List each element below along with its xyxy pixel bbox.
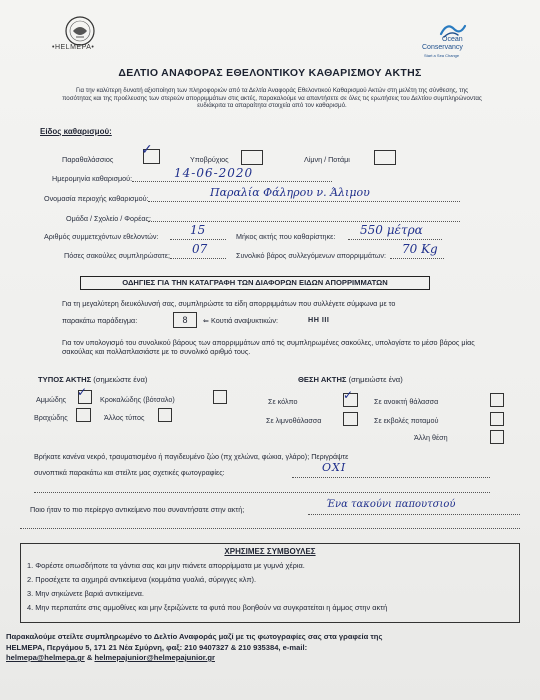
odd-item-extra-line <box>20 528 520 529</box>
length-label: Μήκος ακτής που καθαρίστηκε: <box>236 232 336 241</box>
bags-value[interactable]: 07 <box>192 242 208 256</box>
date-line <box>132 181 332 182</box>
example-label: ⇐ Κουτιά αναψυκτικών: <box>203 316 278 325</box>
rocky-checkbox[interactable] <box>76 408 91 422</box>
ocean-logo-line1: Ocean <box>442 36 463 43</box>
email-link-helmepa[interactable]: helmepa@helmepa.gr <box>6 653 85 662</box>
tips-title: ΧΡΗΣΙΜΕΣ ΣΥΜΒΟΥΛΕΣ <box>224 547 316 556</box>
instructions-para1-line1: Για τη μεγαλύτερη διευκόλυνσή σας, συμπληρώστε τα είδη απορριμμάτων που συλλέγετε σύμφωνα με το <box>62 299 396 308</box>
pebble-label: Κροκαλώδης (βότσαλο) <box>100 395 175 404</box>
footer-text <box>6 632 522 664</box>
example-count-box: 8 <box>173 312 197 328</box>
intro-paragraph: Για την καλύτερη δυνατή αξιοποίηση των πληροφοριών από τα Δελτία Αναφοράς Εθελοντικού Καθαρισμού Ακτών στη μελέτη της σύνθεσης, της ποσότητας και της προέλευσης των στερεών απορριμμάτων στις ακτές, παρακαλούμε να απαντήσετε σε όλες τις ερωτήσεις του Δελτίου συμπληρώνοντας ευδιάκριτα τα απαραίτητα στοιχεία από τον καθαρισμό. <box>62 87 482 110</box>
helmepa-logo-text: •HELMEPA• <box>52 44 95 51</box>
length-value[interactable]: 550 μέτρα <box>360 223 423 237</box>
ocean-logo-tagline: Start a Sea Change <box>424 53 460 58</box>
lagoon-label: Σε λιμνοθάλασσα <box>266 416 322 425</box>
other-type-checkbox[interactable] <box>158 408 172 422</box>
beach-position-note: (σημειώστε ένα) <box>348 375 403 384</box>
footer-line1: Παρακαλούμε στείλτε συμπληρωμένο το Δελτίο Αναφοράς μαζί με τις φωτογραφίες σας στα γραφεία της <box>6 632 383 641</box>
volunteers-label: Αριθμός συμμετεχόντων εθελοντών: <box>44 232 159 241</box>
length-line <box>348 239 442 240</box>
weight-label: Συνολικό βάρος συλλεγόμενων απορριμμάτων: <box>236 251 387 260</box>
checkmark-icon: ✓ <box>77 385 88 399</box>
rocky-label: Βραχώδης <box>34 413 68 422</box>
area-value[interactable]: Παραλία Φάληρου ν. Άλιμου <box>210 186 370 199</box>
bay-label: Σε κόλπο <box>268 397 298 406</box>
underwater-option-label: Υποβρύχιος <box>190 155 229 164</box>
other-type-label: Άλλος τύπος <box>104 413 145 422</box>
pebble-checkbox[interactable] <box>213 390 227 404</box>
tips-box <box>20 543 520 623</box>
animal-extra-line <box>34 492 490 493</box>
coastal-option-label: Παραθαλάσσιος <box>62 155 114 164</box>
cleanup-type-heading: Είδος καθαρισμού: <box>40 127 112 136</box>
river-label: Σε εκβολές ποταμού <box>374 416 439 425</box>
instructions-section-title: ΟΔΗΓΙΕΣ ΓΙΑ ΤΗΝ ΚΑΤΑΓΡΑΦΗ ΤΩΝ ΔΙΑΦΟΡΩΝ ΕΙΔΩΝ ΑΠΟΡΡΙΜΜΑΤΩΝ <box>80 276 430 290</box>
other-position-label: Άλλη θέση <box>414 433 448 442</box>
volunteers-line <box>170 239 226 240</box>
odd-item-question: Ποιο ήταν το πιο περίεργο αντικείμενο που συναντήσατε στην ακτή; <box>30 505 245 514</box>
underwater-checkbox[interactable] <box>241 150 263 165</box>
ocean-logo-line2: Conservancy <box>422 44 463 51</box>
group-label: Ομάδα / Σχολείο / Φορέας: <box>66 214 151 223</box>
weight-line <box>390 258 444 259</box>
date-value[interactable]: 14-06-2020 <box>174 166 254 180</box>
sandy-label: Αμμώδης <box>36 395 67 404</box>
beach-position-heading-row <box>298 375 403 384</box>
tip-item: 1. Φορέστε οπωσδήποτε τα γάντια σας και μην πιάνετε απορρίμματα με γυμνά χέρια. <box>27 561 305 570</box>
area-line <box>148 201 460 202</box>
volunteers-value[interactable]: 15 <box>190 223 206 237</box>
animal-question-line2: συνοπτικά παρακάτω και στείλτε μας σχετικές φωτογραφίες: <box>34 468 225 477</box>
instructions-para1-line2: παρακάτω παράδειγμα: <box>62 316 138 325</box>
date-label: Ημερομηνία καθαρισμού: <box>52 174 133 183</box>
footer-line2: HELMEPA, Περγάμου 5, 171 21 Νέα Σμύρνη, φαξ: 210 9407327 & 210 935384, e-mail: <box>6 642 308 652</box>
bags-label: Πόσες σακούλες συμπληρώσατε; <box>64 251 170 260</box>
river-checkbox[interactable] <box>490 412 504 426</box>
open-sea-checkbox[interactable] <box>490 393 504 407</box>
checkmark-icon: ✓ <box>141 142 153 158</box>
example-tally: ΗΗ ΙΙΙ <box>308 315 330 324</box>
lagoon-checkbox[interactable] <box>343 412 358 426</box>
beach-position-heading: ΘΕΣΗ ΑΚΤΗΣ <box>298 375 347 384</box>
odd-item-line <box>308 514 520 515</box>
animal-question-line1: Βρήκατε κανένα νεκρό, τραυματισμένο ή παγιδευμένο ζώο (πχ χελώνα, φώκια, γλάρο); Περιγράψτε <box>34 452 349 461</box>
animal-answer[interactable]: ΟΧΙ <box>322 461 347 474</box>
group-line <box>148 221 460 222</box>
instructions-para2: Για τον υπολογισμό του συνολικού βάρους των απορριμμάτων από τις συμπληρωμένες σακούλες, υπολογίστε το μέσο βάρος μίας σακούλας και πολλαπλασιάστε με το συνολικό αριθμό τους. <box>62 338 475 356</box>
beach-type-note: (σημειώστε ένα) <box>93 375 148 384</box>
beach-type-heading: ΤΥΠΟΣ ΑΚΤΗΣ <box>38 375 92 384</box>
beach-type-heading-row <box>38 375 147 384</box>
checkmark-icon: ✓ <box>343 388 354 402</box>
email-separator: & <box>84 653 95 662</box>
animal-answer-line <box>292 477 490 478</box>
tip-item: 3. Μην σηκώνετε βαριά αντικείμενα. <box>27 589 144 598</box>
weight-value[interactable]: 70 Kg <box>402 242 438 256</box>
other-position-checkbox[interactable] <box>490 430 504 444</box>
area-label: Ονομασία περιοχής καθαρισμού: <box>44 194 149 203</box>
odd-item-answer[interactable]: Ένα τακούνι παπουτσιού <box>326 499 456 510</box>
bags-line <box>170 258 226 259</box>
form-title: ΔΕΛΤΙΟ ΑΝΑΦΟΡΑΣ ΕΘΕΛΟΝΤΙΚΟΥ ΚΑΘΑΡΙΣΜΟΥ ΑΚΤΗΣ <box>118 67 422 79</box>
lake-checkbox[interactable] <box>374 150 396 165</box>
email-link-junior[interactable]: helmepajunior@helmepajunior.gr <box>94 653 215 662</box>
tip-item: 2. Προσέχετε τα αιχμηρά αντικείμενα (κομμάτια γυαλιά, σύριγγες κλπ). <box>27 575 257 584</box>
tip-item: 4. Μην περπατάτε στις αμμοθίνες και μην ξεριζώνετε τα φυτά που βοηθούν να συγκρατείται η άμμος στην ακτή <box>27 603 388 612</box>
open-sea-label: Σε ανοικτή θάλασσα <box>374 397 439 406</box>
lake-option-label: Λίμνη / Ποτάμι <box>304 155 350 164</box>
